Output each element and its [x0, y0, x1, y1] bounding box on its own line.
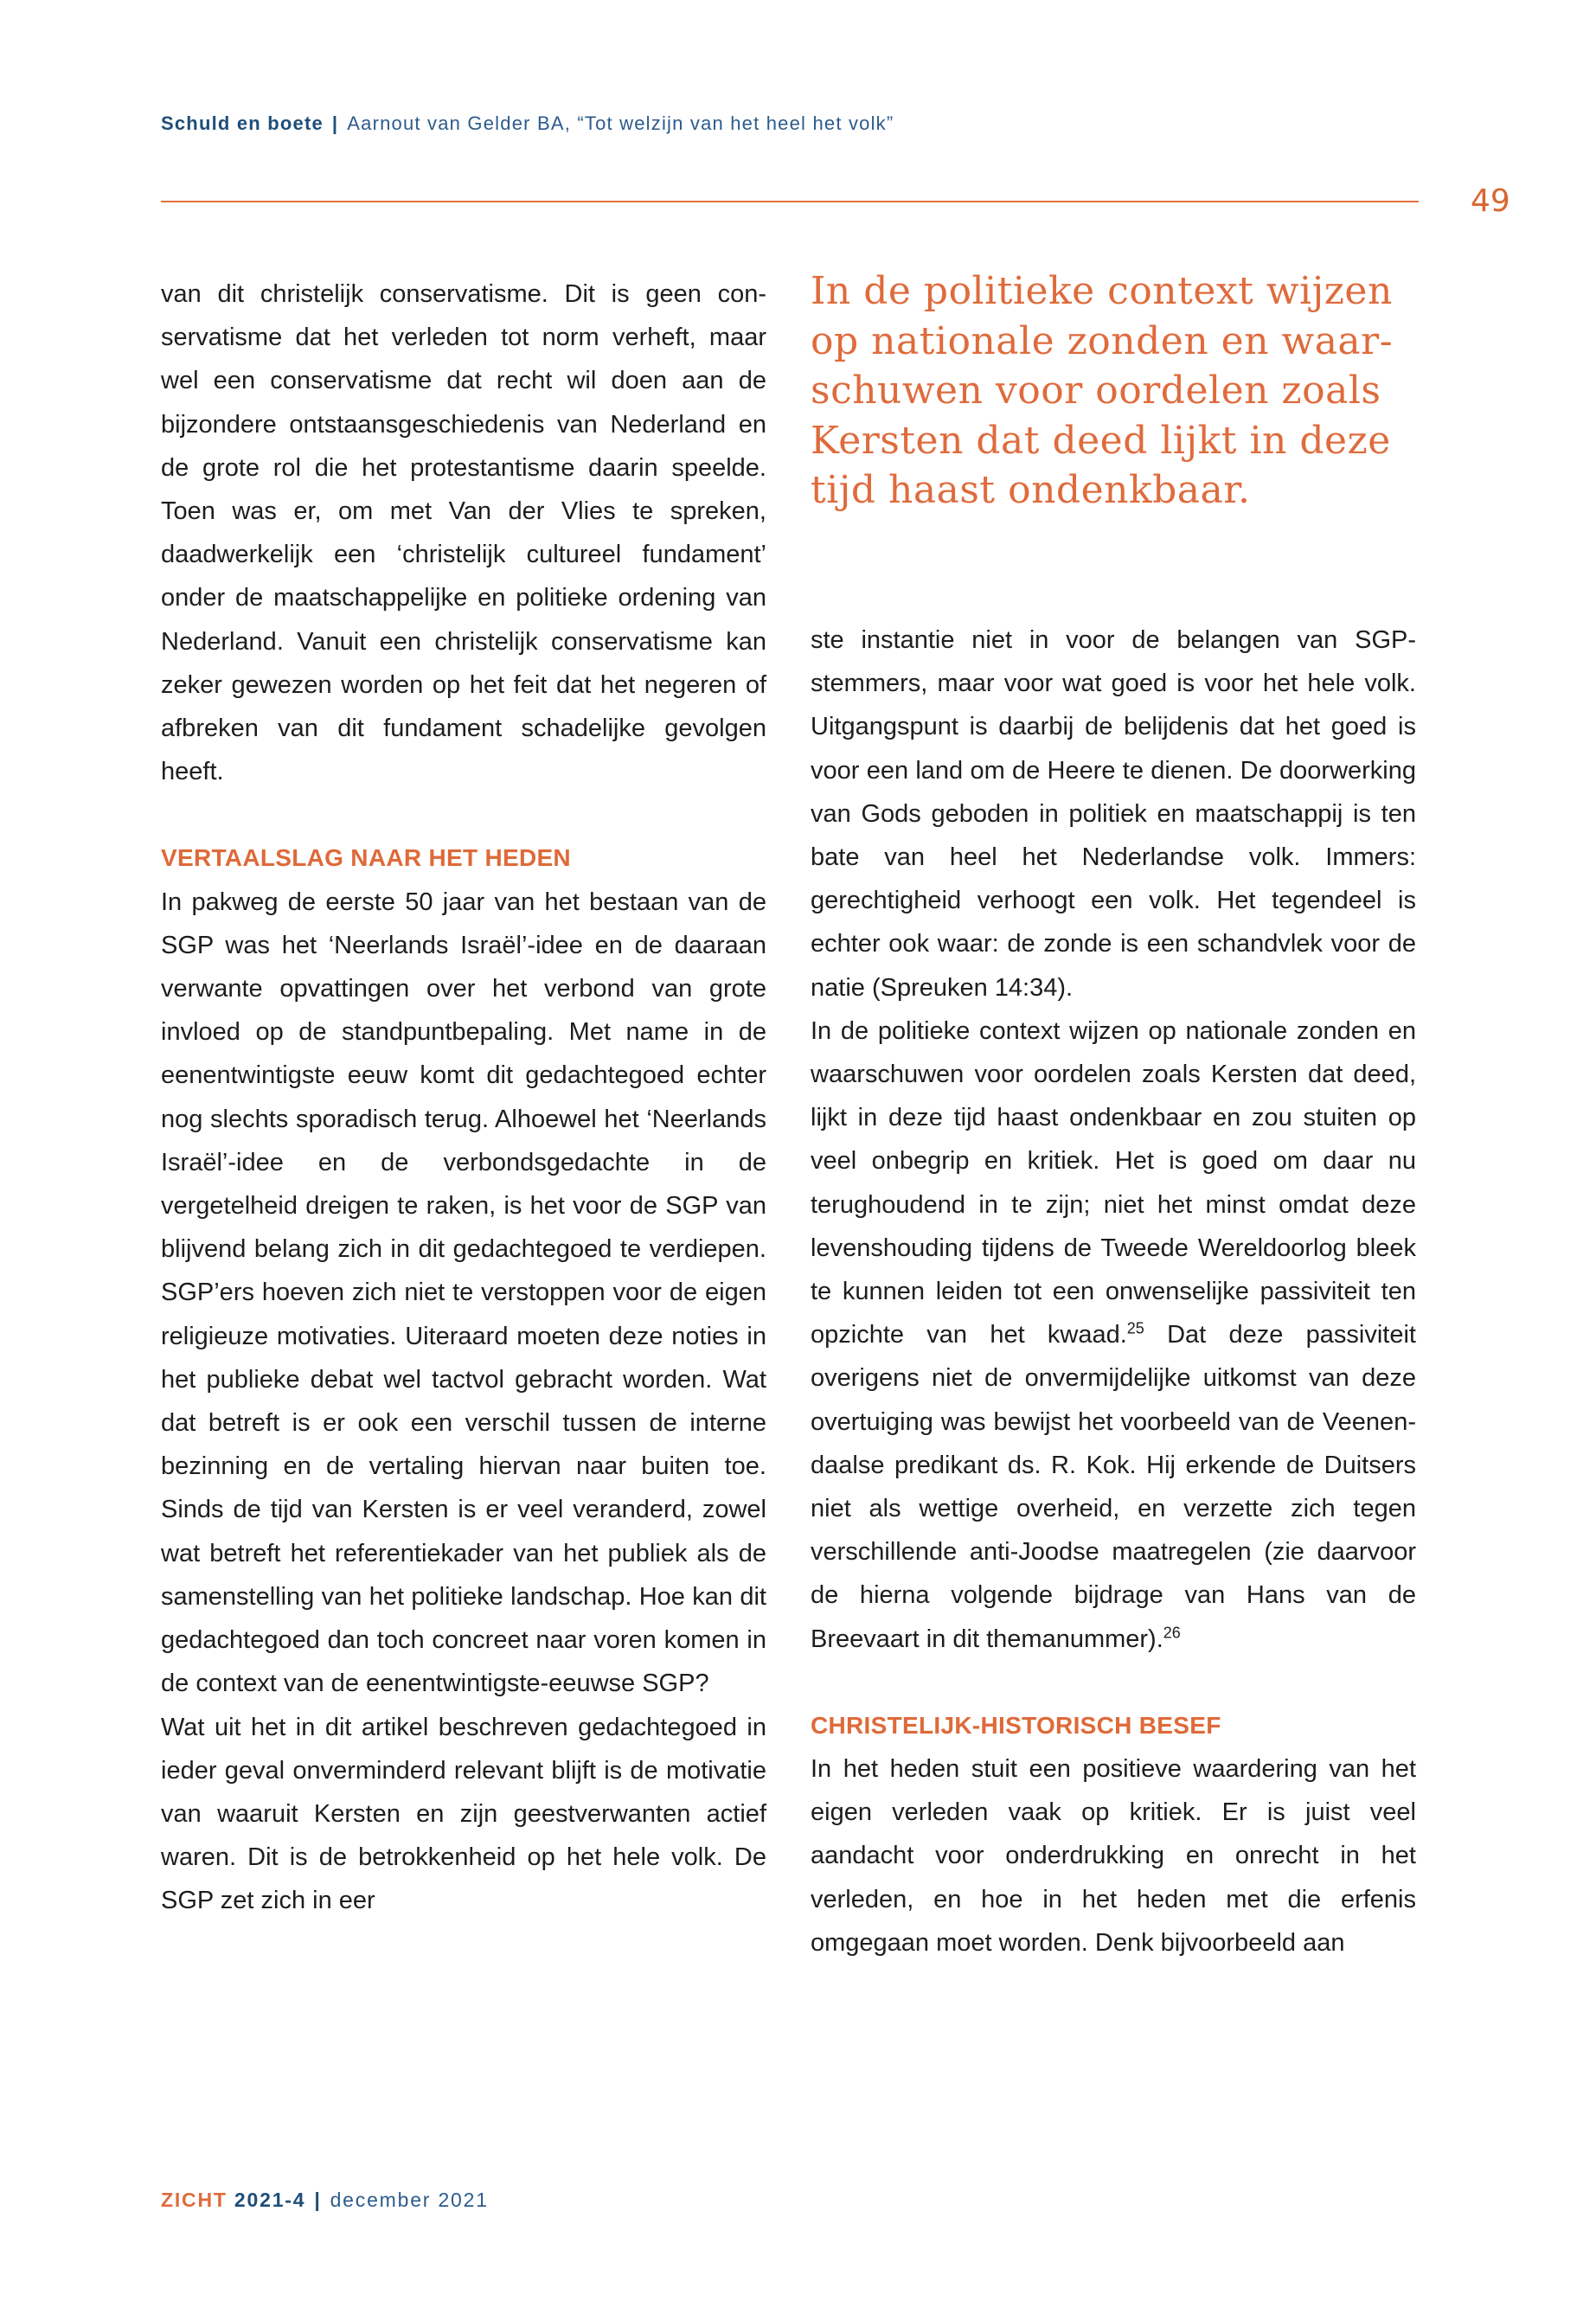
footer-date: december 2021 [330, 2189, 489, 2211]
page-footer [161, 2189, 489, 2212]
paragraph-text: Dat deze passiviteit overigens niet de onvermijdelijke uitkomst van deze overtuiging was bewijst het voorbeeld van de Veenendaalse predikant ds. R. Kok. Hij erkende de Duitsers niet als wettige overheid, en verzette zich tegen verschillende anti-Joodse maatregelen (zie daarvoor de hierna volgende bijdrage van Hans van de Breevaart in dit themanummer). [811, 1321, 1416, 1653]
page-number: 49 [1471, 183, 1510, 219]
header-separator: | [331, 112, 339, 134]
section-heading-vertaalslag: VERTAALSLAG NAAR HET HEDEN [161, 844, 571, 872]
body-paragraph: In pakweg de eerste 50 jaar van het bestaan van de SGP was het ‘Neerlands Israël’-idee en de daaraan verwante opvattingen over het verbond van grote invloed op de standpuntbepaling. Met name in de eenentwintigste eeuw komt dit gedachtegoed echter nog slechts sporadisch terug. Alhoewel het ‘Neerlands Israël’-idee en de verbondsgedachte in de vergetelheid dreigen te raken, is het voor de SGP van blijvend belang zich in dit gedachtegoed te verdiepen. SGP’ers hoeven zich niet te verstoppen voor de eigen religieuze motivaties. Uiteraard moeten deze noties in het publieke debat wel tactvol gebracht worden. Wat dat betreft is er ook een verschil tussen de interne bezinning en de vertaling hiervan naar buiten toe. Sinds de tijd van Kersten is er veel veranderd, zowel wat betreft het referentiekader van het publiek als de samenstelling van het politieke landschap. Hoe kan dit gedachtegoed dan toch concreet naar voren komen in de context van de eenentwintigste-eeuwse SGP? [161, 888, 766, 1698]
footer-magazine-name: ZICHT [161, 2189, 228, 2211]
paragraph-text: In de politieke context wijzen op nationale zonden en waarschuwen voor oordelen zoals Kersten dat deed, lijkt in deze tijd haast ondenkbaar en zou stuiten op veel onbegrip en kritiek. Het is goed om daar nu terughoudend in te zijn; niet het minst omdat deze levenshouding tijdens de Tweede Wereldoorlog bleek te kunnen leiden tot een onwenselijke passiviteit ten opzichte van het kwaad. [811, 1016, 1416, 1349]
intro-paragraph: van dit christelijk conservatisme. Dit is geen conservatisme dat het verleden tot norm verheft, maar wel een conservatisme dat recht wil doen aan de bijzondere ontstaansgeschiedenis van Nederland en de grote rol die het protestantisme daarin speelde. Toen was er, om met Van der Vlies te spreken, daadwerkelijk een ‘christelijk cultureel fundament’ onder de maatschappelijke en politieke ordening van Nederland. Vanuit een christelijk conservatisme kan zeker gewezen worden op het feit dat het negeren of afbreken van dit fundament schadelijke gevolgen heeft. [161, 280, 766, 786]
header-divider [161, 201, 1419, 202]
header-section-title: Schuld en boete [161, 112, 324, 134]
footer-separator: | [314, 2189, 322, 2211]
body-paragraph: ste instantie niet in voor de belangen van SGP-stemmers, maar voor wat goed is voor het hele volk. Uitgangspunt is daarbij de belijdenis dat het goed is voor een land om de Heere te dienen. De doorwerking van Gods geboden in politiek en maatschappij is ten bate van heel het Nederlandse volk. Immers: gerechtigheid verhoogt een volk. Het tegendeel is echter ook waar: de zonde is een schandvlek voor de natie (Spreuken 14:34). [811, 626, 1416, 1002]
footer-issue: 2021-4 [234, 2189, 306, 2211]
right-column [811, 619, 1416, 1965]
running-header [161, 112, 894, 135]
body-paragraph: In het heden stuit een positieve waardering van het eigen verleden vaak op kritiek. Er is juist veel aandacht voor onderdrukking en onrecht in het verleden, en hoe in het heden met die erfenis omgegaan moet worden. Denk bijvoorbeeld aan [811, 1755, 1416, 1957]
header-article-title: Aarnout van Gelder BA, “Tot welzijn van het heel het volk” [347, 112, 894, 134]
body-paragraph-with-footnotes [811, 1009, 1416, 1661]
left-column [161, 272, 766, 1923]
body-paragraph: Wat uit het in dit artikel beschreven gedachtegoed in ieder geval onverminderd relevant blijft is de motivatie van waaruit Kersten en zijn geestverwanten actief waren. Dit is de betrokkenheid op het hele volk. De SGP zet zich in eer [161, 1713, 766, 1915]
section-heading-christelijk-historisch: CHRISTELIJK-HISTORISCH BESEF [811, 1711, 1221, 1739]
pull-quote: In de politieke context wijzen op nationale zonden en waarschuwen voor oordelen zoals Kersten dat deed lijkt in deze tijd haast ondenkbaar. [811, 269, 1393, 512]
footnote-marker: 25 [1126, 1319, 1144, 1337]
footnote-marker: 26 [1163, 1624, 1181, 1642]
